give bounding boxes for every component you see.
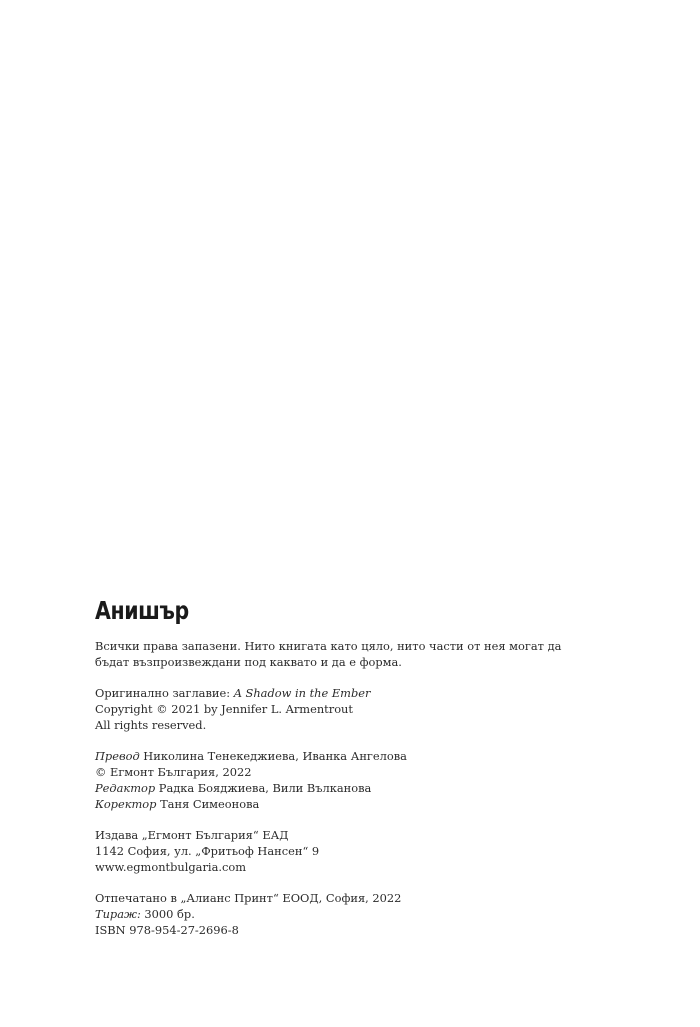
original-info	[95, 685, 575, 733]
isbn-line: ISBN 978-954-27-2696-8	[95, 923, 239, 937]
translation-label: Превод	[95, 749, 140, 763]
publisher-address-line: 1142 София, ул. „Фритьоф Нансен“ 9	[95, 844, 320, 858]
credits	[95, 748, 575, 812]
copyright-line: Copyright © 2021 by Jennifer L. Armentrout	[95, 702, 353, 716]
rights-notice	[95, 638, 575, 670]
editor-line	[95, 780, 575, 796]
proofreader: Таня Симеонова	[156, 797, 260, 811]
publisher-name-line: Издава „Егмонт България“ ЕАД	[95, 828, 289, 842]
publisher-copyright-line: © Егмонт България, 2022	[95, 765, 252, 779]
translation-line	[95, 748, 575, 764]
publisher-logo: Анишър	[95, 596, 189, 625]
publisher-website: www.egmontbulgaria.com	[95, 860, 247, 874]
translators: Николина Тенекеджиева, Иванка Ангелова	[139, 749, 407, 763]
publisher-info	[95, 827, 575, 875]
print-run: 3000 бр.	[140, 907, 195, 921]
editor-label: Редактор	[95, 781, 156, 795]
original-title-label: Оригинално заглавие:	[95, 686, 234, 700]
original-title-line	[95, 685, 575, 701]
rights-reserved-line: All rights reserved.	[95, 718, 207, 732]
print-run-line	[95, 906, 575, 922]
printing-info	[95, 890, 575, 938]
proofreader-label: Коректор	[95, 797, 157, 811]
editors: Радка Бояджиева, Вили Вълканова	[155, 781, 372, 795]
printed-by-line: Отпечатано в „Алианс Принт“ ЕООД, София, 2022	[95, 891, 402, 905]
original-title: A Shadow in the Ember	[233, 686, 371, 700]
imprint-block	[95, 596, 575, 953]
proofreader-line	[95, 796, 575, 812]
rights-text: Всички права запазени. Нито книгата като цяло, нито части от нея могат да бъдат възпроизвеждани под каквато и да е форма.	[95, 639, 562, 669]
print-run-label: Тираж:	[95, 907, 141, 921]
